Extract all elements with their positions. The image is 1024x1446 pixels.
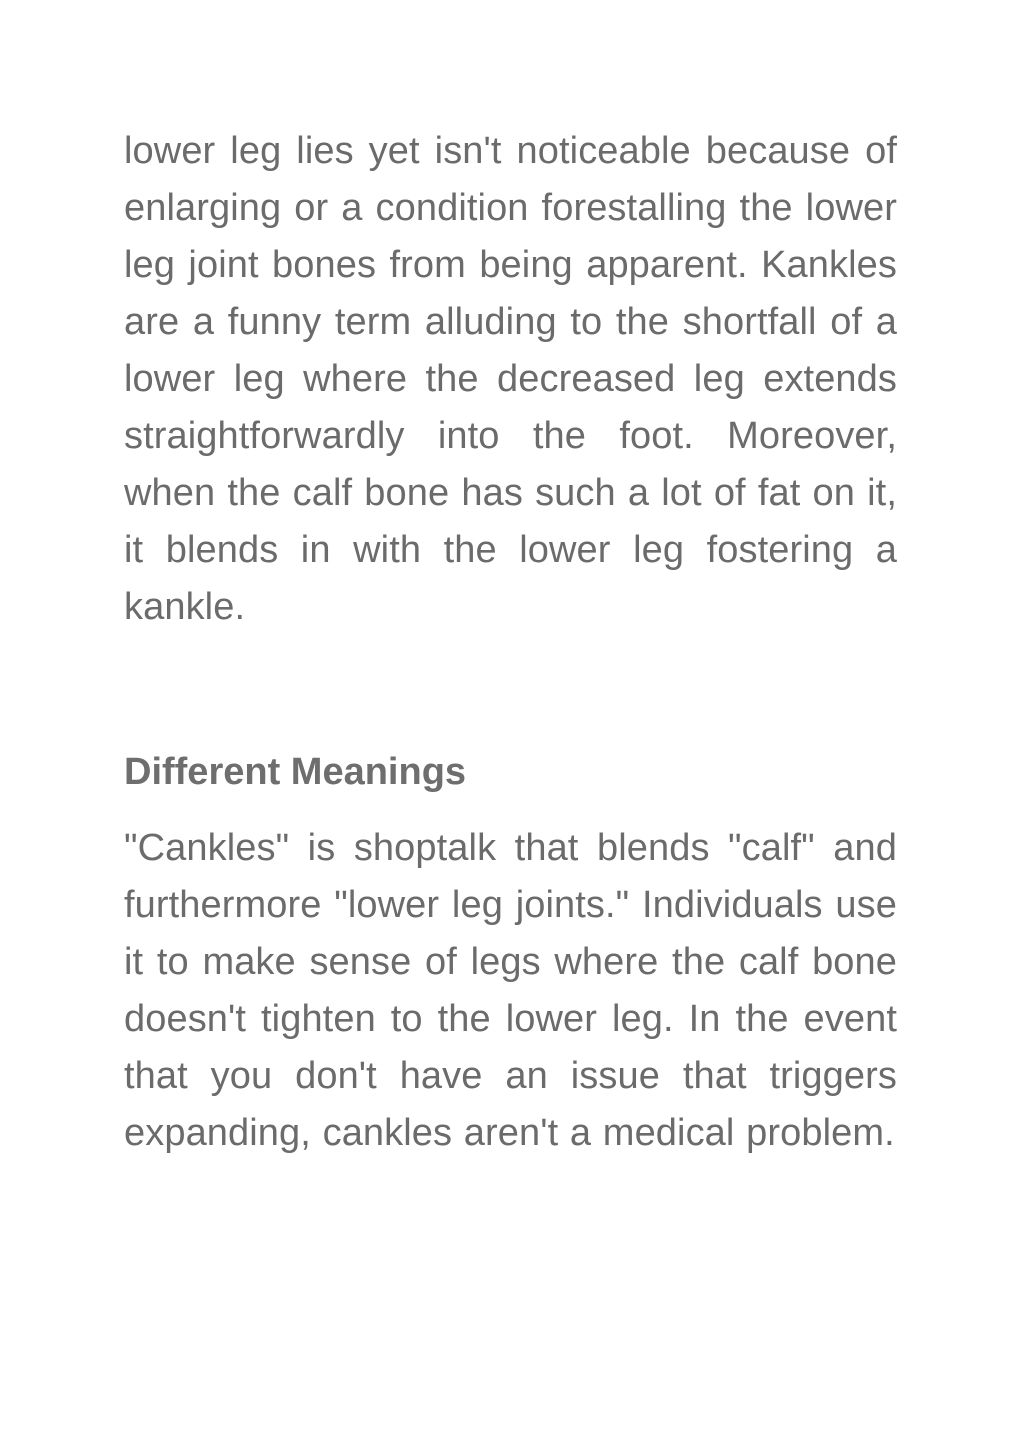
body-paragraph-2: "Cankles" is shoptalk that blends "calf" and furthermore "lower leg joints." Individuals use it to make sense of legs where the calf bone doesn't tighten to the lower leg. In the event that you don't have an issue that triggers expanding, cankles aren't a medical problem. bbox=[124, 827, 897, 1154]
body-paragraph-1: lower leg lies yet isn't noticeable because of enlarging or a condition forestalling the lower leg joint bones from being apparent. Kankles are a funny term alluding to the shortfall of a lower leg where the decreased leg extends straightforwardly into the foot. Moreover, when the calf bone has such a lot of fat on it, it blends in with the lower leg fostering a kankle. bbox=[124, 130, 897, 628]
section-heading: Different Meanings bbox=[124, 751, 467, 793]
document-page bbox=[124, 123, 897, 1162]
